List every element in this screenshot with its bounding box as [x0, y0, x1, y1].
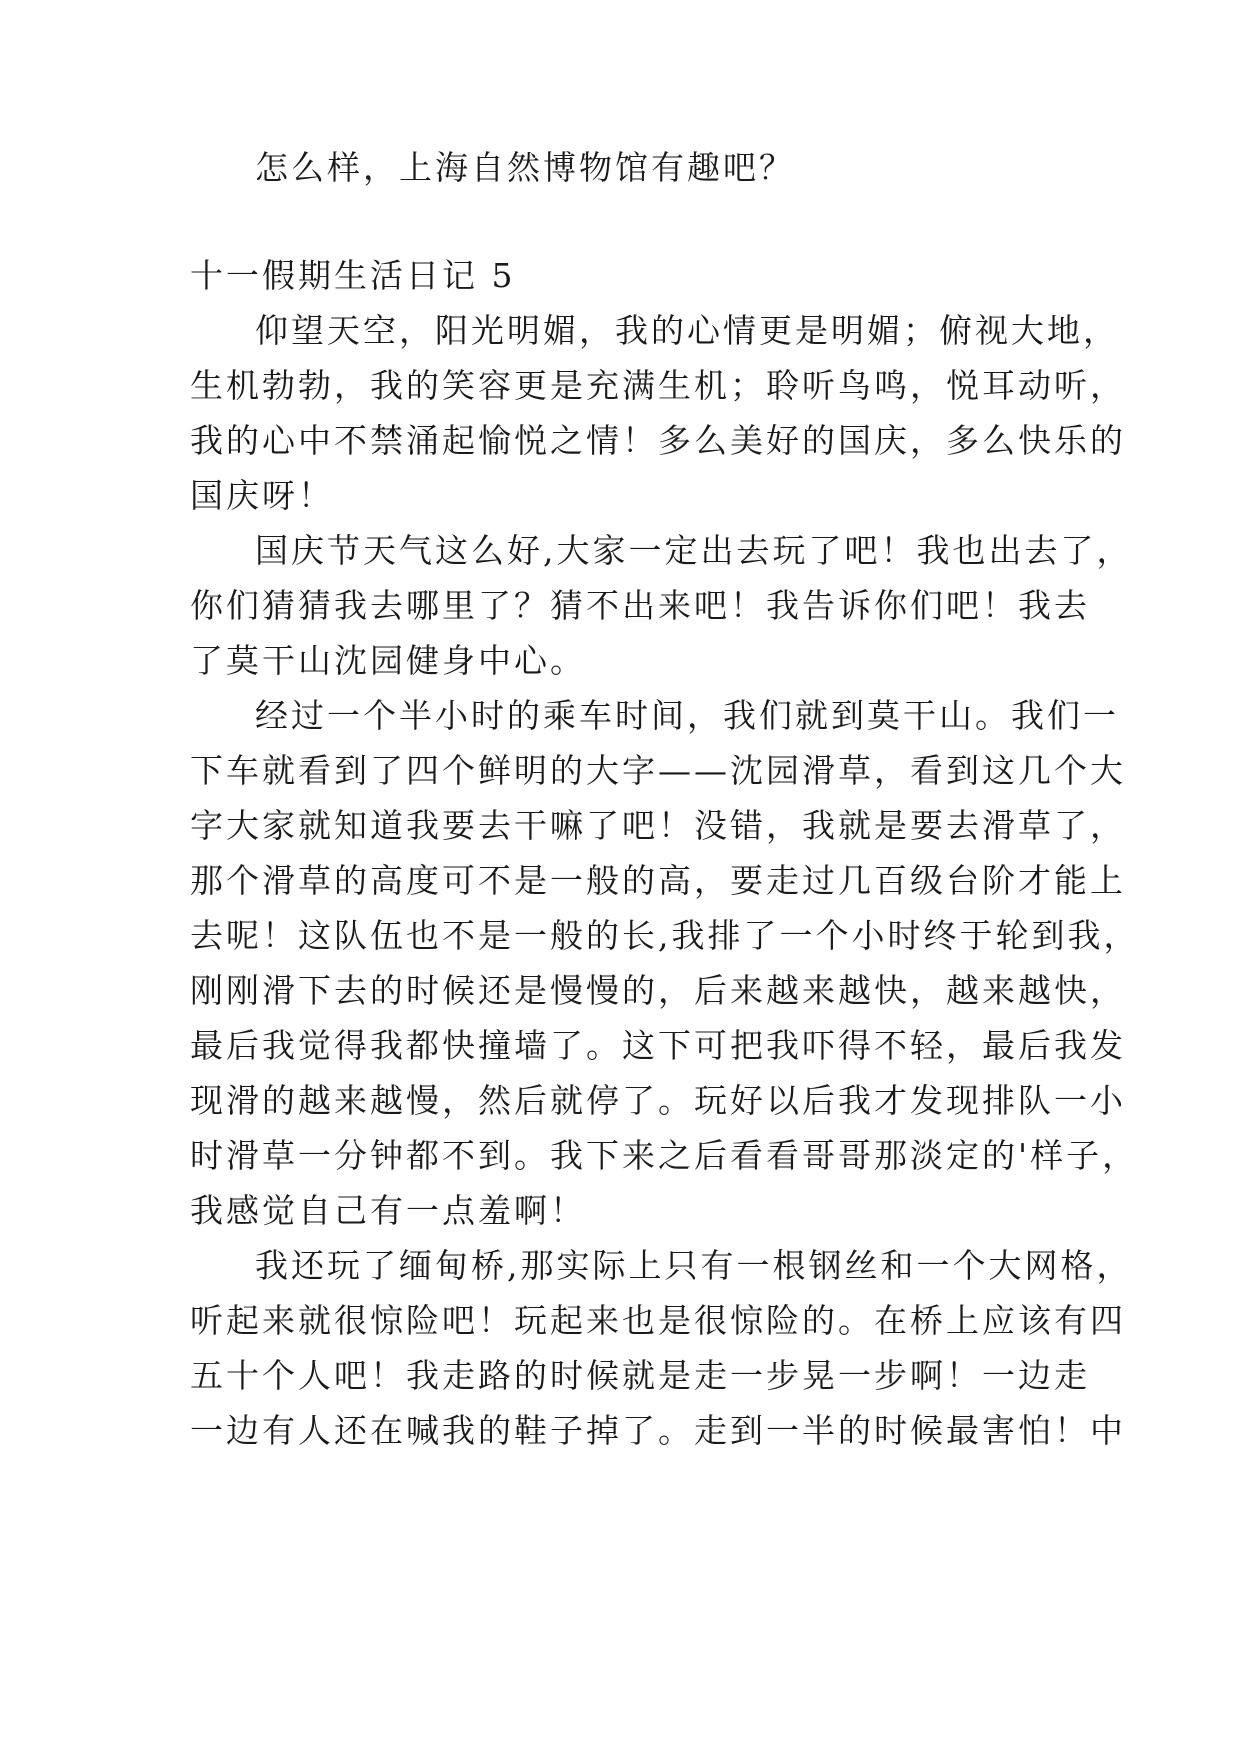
paragraph-line: 了莫干山沈园健身中心。 [190, 641, 586, 680]
paragraph-line: 字大家就知道我要去干嘛了吧！没错，我就是要去滑草了， [190, 806, 1126, 845]
paragraph-line: 现滑的越来越慢，然后就停了。玩好以后我才发现排队一小 [190, 1081, 1126, 1120]
paragraph-line: 听起来就很惊险吧！玩起来也是很惊险的。在桥上应该有四 [190, 1301, 1126, 1340]
paragraph-line: 下车就看到了四个鲜明的大字——沈园滑草，看到这几个大 [190, 751, 1126, 790]
paragraph-line: 去呢！这队伍也不是一般的长,我排了一个小时终于轮到我， [190, 916, 1140, 955]
paragraph-line: 国庆呀！ [190, 476, 334, 515]
paragraph-line: 生机勃勃，我的笑容更是充满生机；聆听鸟鸣，悦耳动听， [190, 366, 1126, 405]
paragraph-line: 我还玩了缅甸桥,那实际上只有一根钢丝和一个大网格， [255, 1246, 1133, 1285]
paragraph-line: 时滑草一分钟都不到。我下来之后看看哥哥那淡定的'样子， [190, 1136, 1139, 1175]
intro-line: 怎么样，上海自然博物馆有趣吧？ [255, 148, 795, 187]
paragraph-line: 国庆节天气这么好,大家一定出去玩了吧！我也出去了， [255, 531, 1133, 570]
paragraph-line: 仰望天空，阳光明媚，我的心情更是明媚；俯视大地， [255, 311, 1119, 350]
paragraph-line: 你们猜猜我去哪里了？猜不出来吧！我告诉你们吧！我去 [190, 586, 1090, 625]
paragraph-line: 刚刚滑下去的时候还是慢慢的，后来越来越快，越来越快， [190, 971, 1126, 1010]
paragraph-line: 那个滑草的高度可不是一般的高，要走过几百级台阶才能上 [190, 861, 1126, 900]
paragraph-line: 经过一个半小时的乘车时间，我们就到莫干山。我们一 [255, 696, 1119, 735]
paragraph-line: 一边有人还在喊我的鞋子掉了。走到一半的时候最害怕！中 [190, 1411, 1126, 1450]
paragraph-line: 最后我觉得我都快撞墙了。这下可把我吓得不轻，最后我发 [190, 1026, 1126, 1065]
paragraph-line: 我的心中不禁涌起愉悦之情！多么美好的国庆，多么快乐的 [190, 421, 1126, 460]
paragraph-line: 五十个人吧！我走路的时候就是走一步晃一步啊！一边走 [190, 1356, 1090, 1395]
paragraph-line: 我感觉自己有一点羞啊！ [190, 1191, 586, 1230]
section-title: 十一假期生活日记 5 [190, 256, 516, 295]
